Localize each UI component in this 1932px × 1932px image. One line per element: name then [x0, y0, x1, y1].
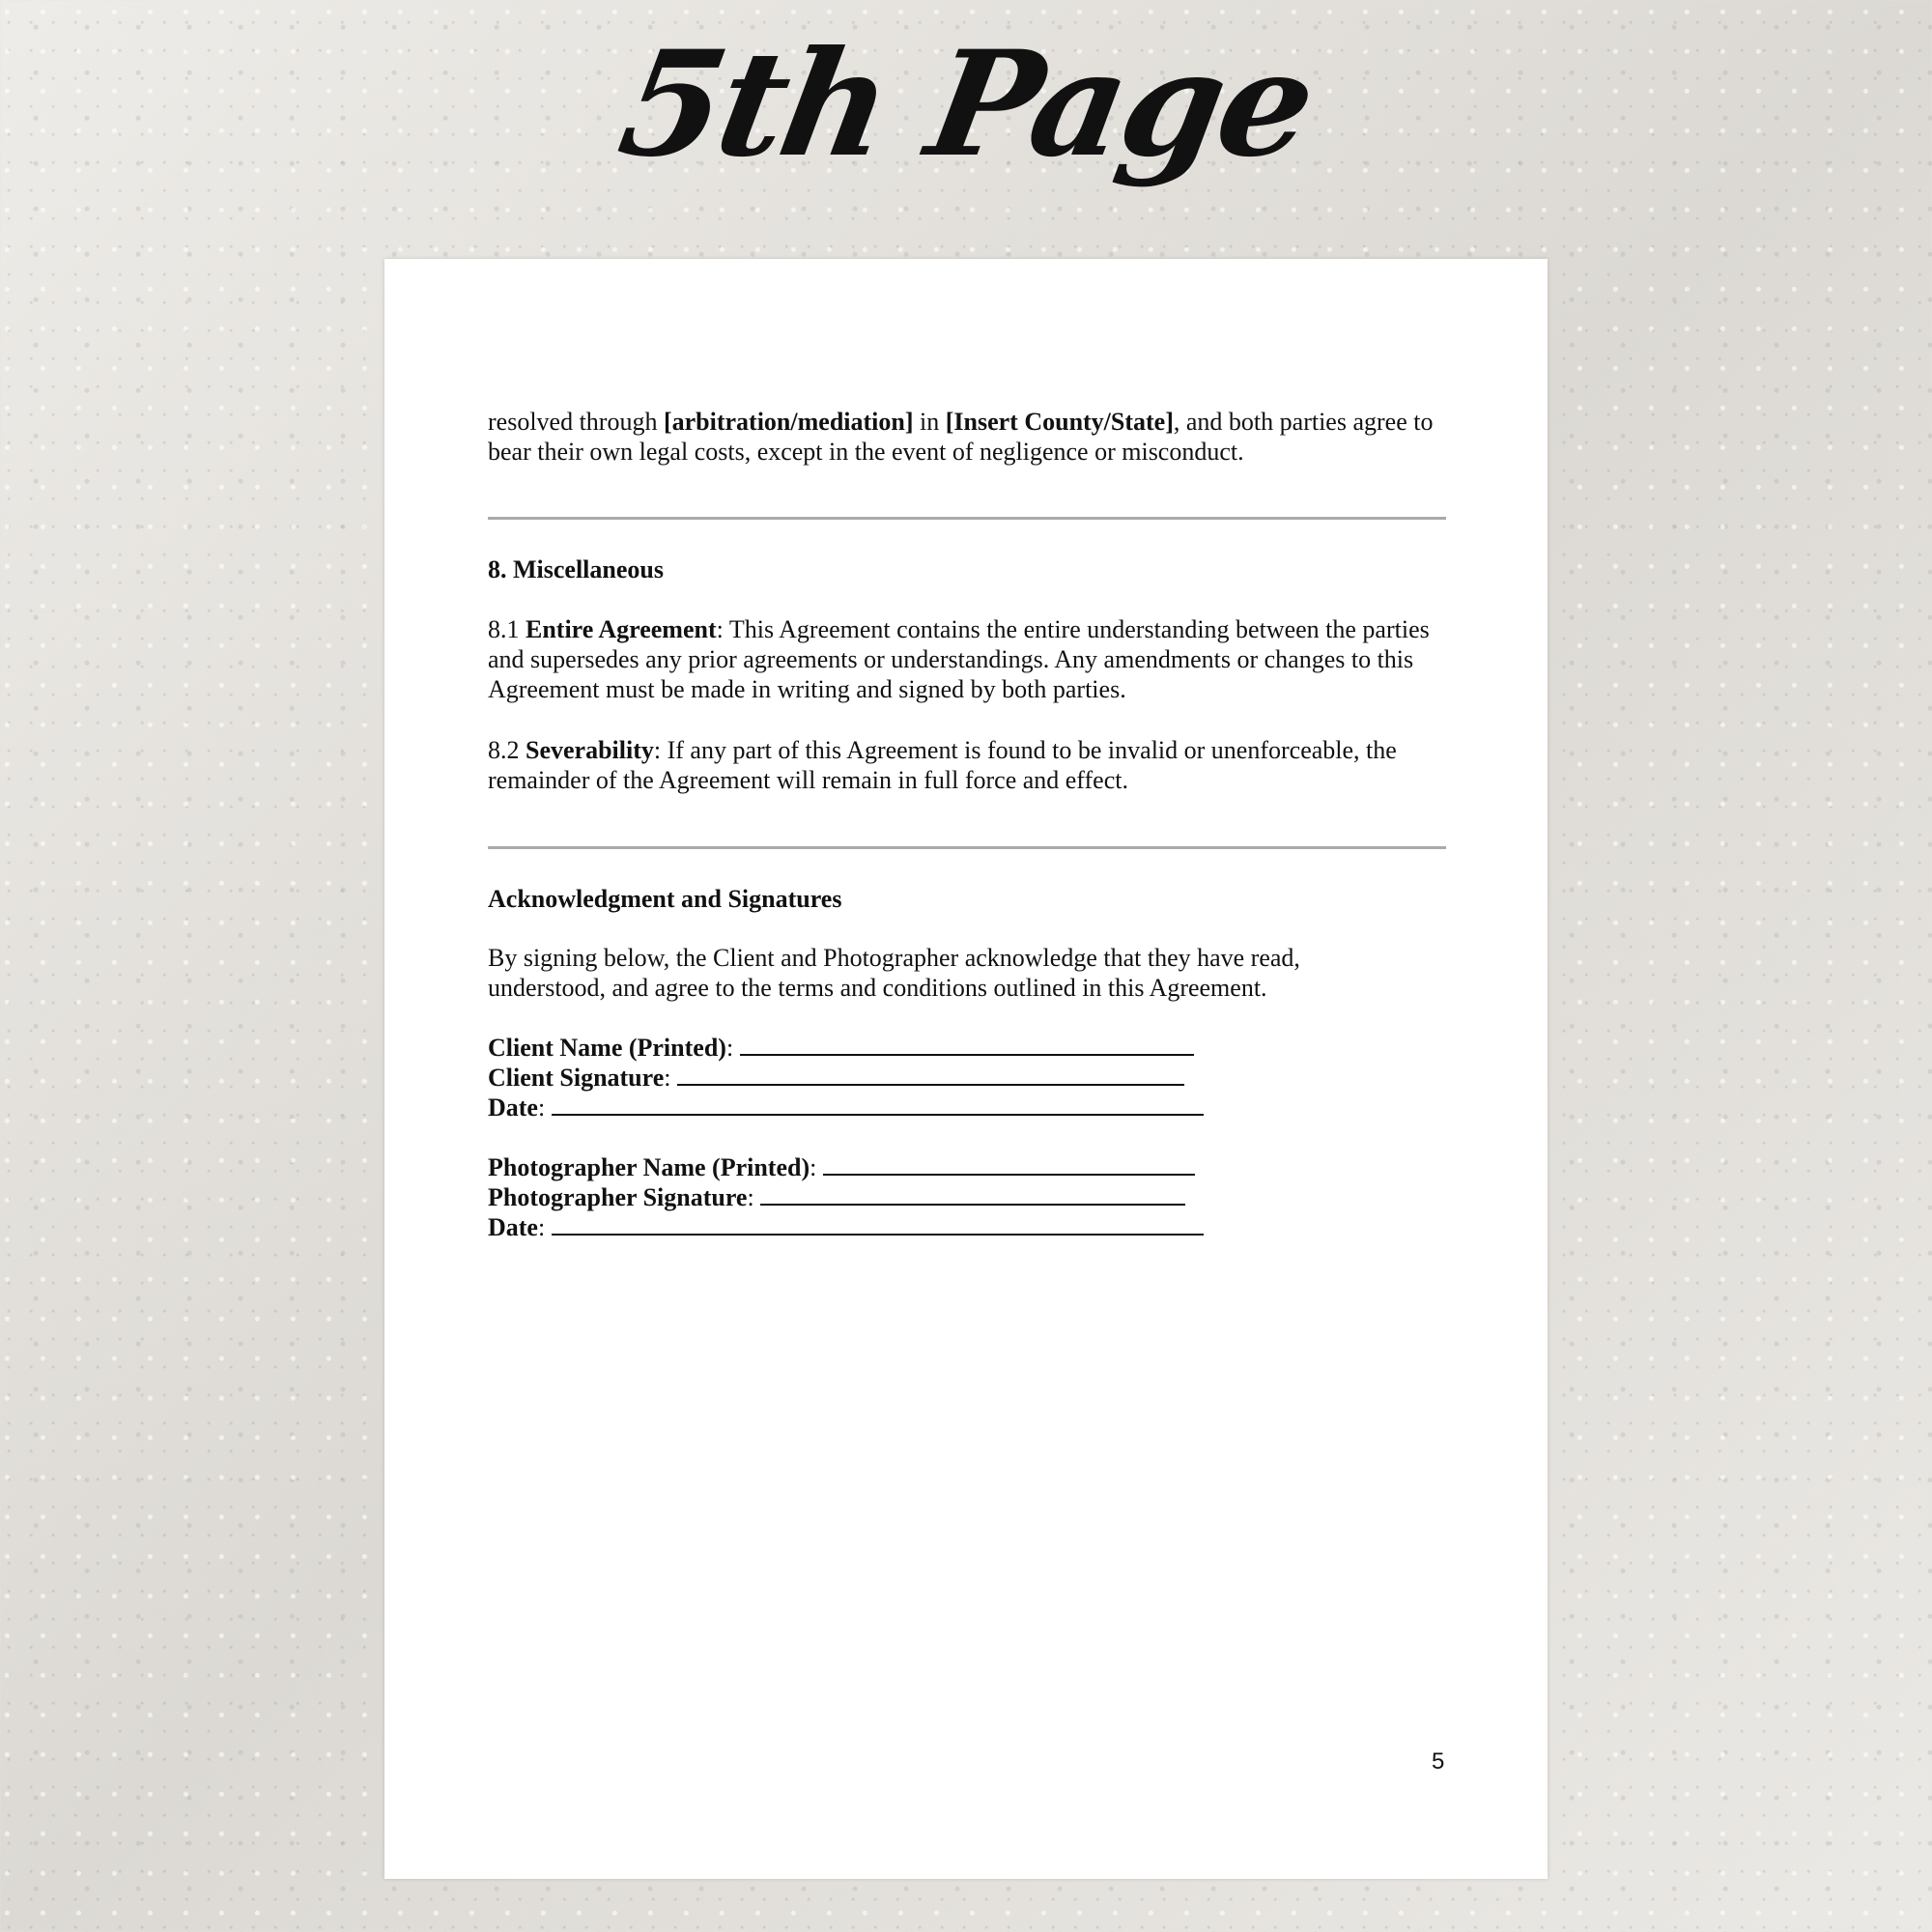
field-label: Photographer Name (Printed) [488, 1153, 810, 1181]
clause-term: Severability [526, 736, 654, 764]
signature-line[interactable] [552, 1094, 1204, 1116]
placeholder-county: [Insert County/State] [945, 408, 1174, 436]
field-label: Client Signature [488, 1064, 665, 1092]
photographer-signature-block [488, 1152, 1454, 1242]
clause-term: Entire Agreement [526, 615, 717, 643]
ack-paragraph: By signing below, the Client and Photographer acknowledge that they have read, understood, and agree to the terms and conditions outlined in this Agreement. [488, 944, 1300, 1002]
signature-field[interactable] [488, 1063, 1454, 1093]
signature-field[interactable] [488, 1093, 1454, 1122]
clause-number: 8.1 [488, 615, 526, 643]
page-number: 5 [1432, 1748, 1445, 1775]
section-heading: 8. Miscellaneous [488, 555, 664, 583]
colon: : [537, 1213, 552, 1241]
field-label: Photographer Signature [488, 1183, 748, 1211]
placeholder-arbitration: [arbitration/mediation] [663, 408, 914, 436]
field-label: Date [488, 1213, 538, 1241]
signature-field[interactable] [488, 1152, 1454, 1182]
clause-text: : If any part of this Agreement is found to be invalid or unenforceable, the remainder of the Agreement will remain in full force and effect. [488, 736, 1397, 794]
clause-text: : This Agreement contains the entire understanding between the parties and supersedes any prior agreements or understandings. Any amendments or changes to this Agreement must be made in writing and signed by both parties. [488, 615, 1430, 703]
field-label: Date [488, 1094, 538, 1122]
text: in [913, 408, 946, 436]
colon: : [725, 1034, 740, 1062]
clause-8-2 [488, 735, 1454, 795]
field-label: Client Name (Printed) [488, 1034, 726, 1062]
signature-line[interactable] [552, 1214, 1204, 1236]
banner-title: 5th Page [608, 19, 1324, 189]
signature-field[interactable] [488, 1033, 1454, 1063]
signature-line[interactable] [823, 1154, 1195, 1176]
clause-8-1 [488, 614, 1454, 704]
continuation-paragraph [488, 407, 1454, 467]
section-heading: Acknowledgment and Signatures [488, 885, 842, 913]
clause-number: 8.2 [488, 736, 526, 764]
signature-line[interactable] [760, 1184, 1185, 1206]
signature-line[interactable] [677, 1065, 1184, 1086]
document-page [384, 259, 1548, 1879]
signature-field[interactable] [488, 1182, 1454, 1212]
signature-field[interactable] [488, 1212, 1454, 1242]
divider [488, 846, 1446, 849]
colon: : [810, 1153, 823, 1181]
text: , and both parties agree to bear their own legal costs, except in the event of negligence or misconduct. [488, 408, 1434, 466]
client-signature-block [488, 1033, 1454, 1122]
signature-line[interactable] [740, 1035, 1194, 1056]
colon: : [747, 1183, 761, 1211]
colon: : [664, 1064, 677, 1092]
colon: : [537, 1094, 552, 1122]
divider [488, 517, 1446, 520]
text: resolved through [488, 408, 664, 436]
